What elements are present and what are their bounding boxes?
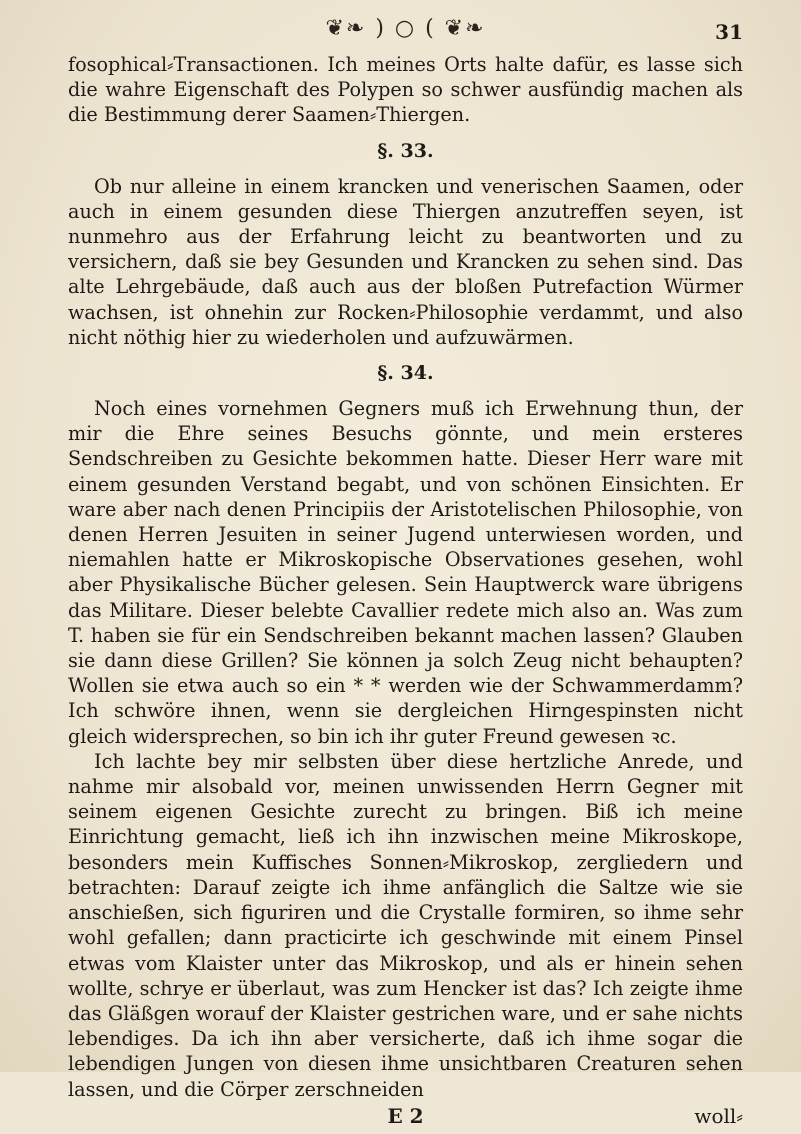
body-text [68, 52, 743, 1102]
signature-mark: E 2 [387, 1103, 424, 1128]
paragraph-33: Ob nur alleine in einem krancken und venerischen Saamen, oder auch in einem gesunden diese Thiergen anzutreffen seyen, ist nunmehro aus der Erfahrung leicht zu beantworten und zu versichern, daß sie bey Gesunden und Krancken zu sehen sind. Das alte Lehrgebäude, daß auch aus der bloßen Putrefaction Würmer wachsen, ist ohnehin zur Rocken⸗Philosophie verdammt, und also nicht nöthig hier zu wiederholen und aufzuwärmen. [68, 174, 743, 349]
paragraph-continuation: fosophical⸗Transactionen. Ich meines Orts halte dafür, es lasse sich die wahre Eigenschaft des Polypen so schwer ausfündig machen als die Bestimmung derer Saamen⸗Thiergen. [68, 53, 743, 127]
section-heading-33: §. 33. [377, 139, 434, 162]
page-header [68, 8, 743, 52]
page-number: 31 [715, 20, 743, 44]
paragraph-34-a: Noch eines vornehmen Gegners muß ich Erwehnung thun, der mir die Ehre seines Besuchs gönnte, und mein ersteres Sendschreiben zu Gesichte bekommen hatte. Dieser Herr ware mit einem gesunden Verstand begabt, und von schönen Einsichten. Er ware aber nach denen Principiis der Aristotelischen Philosophie, von denen Herren Jesuiten in seiner Jugend unterwiesen worden, und niemahlen hatte er Mikroskopische Observationes gesehen, wohl aber Physikalische Bücher gelesen. Sein Hauptwerck ware übrigens das Militare. Dieser belebte Cavallier redete mich also an. Was zum T. haben sie für ein Sendschreiben bekannt machen lassen? Glauben sie dann diese Grillen? Sie können ja solch Zeug nicht behaupten? Wollen sie etwa auch so ein * * werden wie der Schwammerdamm? Ich schwöre ihnen, wenn sie dergleichen Hirngespinsten nicht gleich widersprechen, so bin ich ihr guter Freund gewesen ꝛc. [68, 397, 743, 748]
section-heading-34: §. 34. [377, 362, 434, 385]
page-footer [68, 1104, 743, 1134]
paragraph-34-b: Ich lachte bey mir selbsten über diese hertzliche Anrede, und nahme mir alsobald vor, meinen unwissenden Herrn Gegner mit seinem eigenen Gesichte zurecht zu bringen. Biß ich meine Einrichtung gemacht, ließ ich ihn inzwischen meine Mikroskope, besonders mein Kuffisches Sonnen⸗Mikroskop, zergliedern und betrachten: Darauf zeigte ich ihme anfänglich die Saltze wie sie anschießen, sich figuriren und die Crystalle formiren, so ihme sehr wohl gefallen; dann practicirte ich geschwinde mit einem Pinsel etwas vom Klaister unter das Mikroskop, und als er hinein sehen wollte, schrye er überlaut, was zum Hencker ist das? Ich zeigte ihme das Gläßgen worauf der Klaister gestrichen ware, und er sahe nichts lebendiges. Da ich ihn aber versicherte, daß ich ihme sogar die lebendigen Jungen von diesen ihme unsichtbaren Creaturen sehen lassen, und die Cörper zerschneiden [68, 749, 743, 1101]
catchword: woll⸗ [694, 1103, 743, 1128]
header-ornament: ❦❧ ) ○ ( ❦❧ [325, 16, 486, 41]
